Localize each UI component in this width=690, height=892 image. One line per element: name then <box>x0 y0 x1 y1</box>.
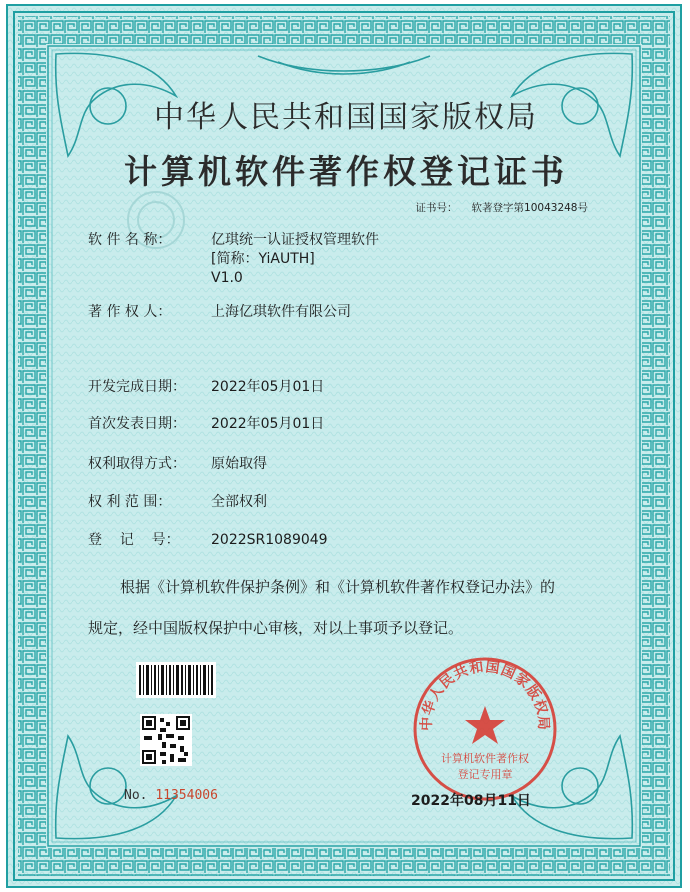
qr-code <box>140 714 192 766</box>
certificate-number-value: 软著登字第10043248号 <box>471 202 588 214</box>
serial-prefix: No. <box>124 788 148 803</box>
seal-line-1: 计算机软件著作权 <box>441 752 529 765</box>
owner-value: 上海亿琪软件有限公司 <box>211 304 351 320</box>
software-name-label: 软 件 名 称： <box>88 232 172 248</box>
certificate-number <box>416 200 588 215</box>
software-name-value: 亿琪统一认证授权管理软件 <box>211 232 379 248</box>
registration-no-value: 2022SR1089049 <box>211 532 328 548</box>
acquire-value: 原始取得 <box>211 456 267 472</box>
official-seal <box>410 654 560 804</box>
publish-date-value: 2022年05月01日 <box>211 416 325 432</box>
scope-value: 全部权利 <box>211 494 267 510</box>
decorative-border <box>8 6 680 886</box>
certificate-number-label: 证书号： <box>415 202 458 214</box>
scope-label: 权 利 范 围： <box>88 494 172 510</box>
seal-line-2: 登记专用章 <box>457 768 513 781</box>
certificate <box>6 4 682 888</box>
serial-value: 11354006 <box>155 788 218 803</box>
owner-label: 著 作 权 人： <box>88 304 172 320</box>
short-name-value: [简称：YiAUTH] <box>211 251 315 267</box>
registration-no-label: 登 记 号： <box>88 532 180 548</box>
barcode <box>136 662 216 698</box>
dev-date-label: 开发完成日期： <box>88 379 186 395</box>
seal-arc-text: 中华人民共和国国家版权局 <box>418 659 552 732</box>
version-value: V1.0 <box>211 270 243 286</box>
certificate-title: 计算机软件著作权登记证书 <box>124 152 568 191</box>
serial-number <box>124 788 218 803</box>
statement-line-1: 根据《计算机软件保护条例》和《计算机软件著作权登记办法》的 <box>120 578 556 596</box>
issue-date: 2022年08月11日 <box>411 793 531 809</box>
statement-line-2: 规定，经中国版权保护中心审核，对以上事项予以登记。 <box>88 619 464 637</box>
acquire-label: 权利取得方式： <box>88 456 186 472</box>
dev-date-value: 2022年05月01日 <box>211 379 325 395</box>
publish-date-label: 首次发表日期： <box>88 416 186 432</box>
issuer-title: 中华人民共和国国家版权局 <box>154 100 538 135</box>
